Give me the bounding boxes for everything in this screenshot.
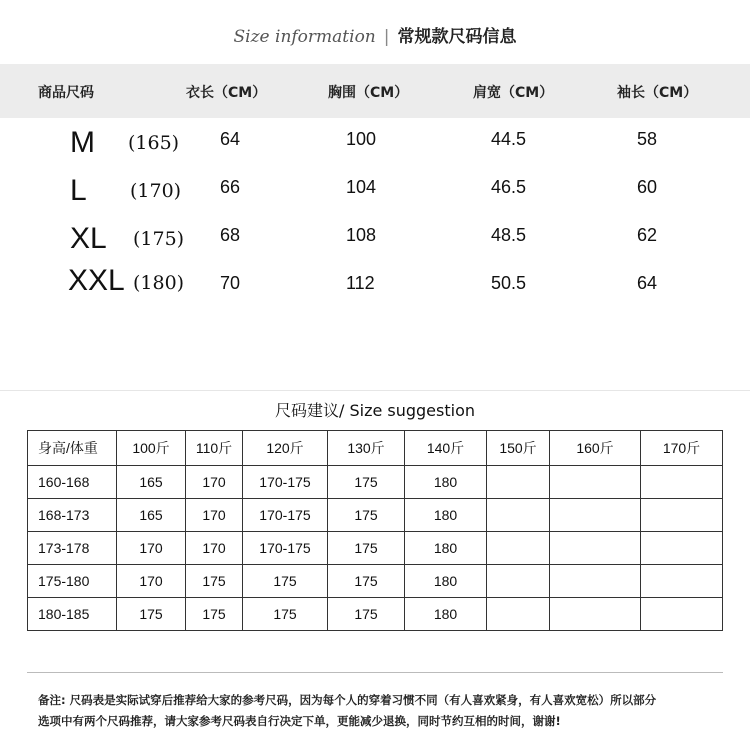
size-code: XXL bbox=[68, 264, 125, 297]
size-code: M bbox=[70, 126, 95, 159]
note-text-2: 选项中有两个尺码推荐，请大家参考尺码表自行决定下单，更能减少退换，同时节约互相的时间，谢谢! bbox=[38, 714, 561, 728]
size-chest: 104 bbox=[346, 177, 377, 197]
table-header-row bbox=[28, 431, 723, 466]
size-sleeve: 62 bbox=[637, 225, 658, 245]
table-cell: 175 bbox=[328, 565, 405, 598]
table-cell: 175 bbox=[243, 598, 328, 631]
note-block bbox=[38, 690, 728, 732]
size-chest: 100 bbox=[346, 129, 377, 149]
size-sleeve: 64 bbox=[637, 273, 658, 293]
table-cell: 180 bbox=[405, 565, 487, 598]
table-cell: 175-180 bbox=[28, 565, 117, 598]
table-cell: 175 bbox=[328, 598, 405, 631]
header-cell: 150斤 bbox=[487, 431, 550, 466]
table-cell: 180 bbox=[405, 532, 487, 565]
table-cell bbox=[487, 466, 550, 499]
table-row bbox=[28, 466, 723, 499]
size-sleeve: 60 bbox=[637, 177, 658, 197]
title-chinese: 常规款尺码信息 bbox=[397, 27, 517, 47]
table-cell: 170 bbox=[117, 565, 186, 598]
table-cell bbox=[641, 532, 723, 565]
note-label: 备注: bbox=[38, 693, 66, 707]
size-height: (165) bbox=[128, 132, 180, 154]
size-length: 64 bbox=[220, 129, 241, 149]
table-cell bbox=[641, 499, 723, 532]
table-cell bbox=[487, 598, 550, 631]
size-length: 66 bbox=[220, 177, 241, 197]
header-chest: 胸围（CM） bbox=[328, 85, 409, 101]
size-code: XL bbox=[70, 222, 107, 255]
table-cell: 170-175 bbox=[243, 532, 328, 565]
size-table-header bbox=[0, 64, 750, 118]
table-cell: 175 bbox=[186, 565, 243, 598]
note-text-1: 尺码表是实际试穿后推荐给大家的参考尺码，因为每个人的穿着习惯不同（有人喜欢紧身，有人喜欢宽松）所以部分 bbox=[69, 693, 657, 707]
header-cell: 140斤 bbox=[405, 431, 487, 466]
size-sleeve: 58 bbox=[637, 129, 658, 149]
size-chest: 108 bbox=[346, 225, 377, 245]
table-cell: 170 bbox=[186, 466, 243, 499]
table-cell bbox=[550, 466, 641, 499]
table-cell: 170-175 bbox=[243, 499, 328, 532]
size-shoulder: 48.5 bbox=[491, 225, 527, 245]
size-suggestion-table bbox=[27, 430, 723, 631]
size-code: L bbox=[70, 174, 87, 207]
header-cell: 身高/体重 bbox=[28, 431, 117, 466]
table-cell: 175 bbox=[243, 565, 328, 598]
header-size: 商品尺码 bbox=[38, 85, 94, 101]
size-height: (170) bbox=[130, 180, 182, 202]
table-cell bbox=[641, 565, 723, 598]
table-cell bbox=[487, 565, 550, 598]
header-cell: 110斤 bbox=[186, 431, 243, 466]
table-cell bbox=[641, 466, 723, 499]
table-cell: 168-173 bbox=[28, 499, 117, 532]
header-cell: 120斤 bbox=[243, 431, 328, 466]
table-cell bbox=[550, 598, 641, 631]
table-cell: 165 bbox=[117, 499, 186, 532]
note-line-1 bbox=[38, 690, 728, 711]
table-row bbox=[28, 532, 723, 565]
title-separator: | bbox=[383, 27, 390, 47]
page-title bbox=[0, 22, 750, 47]
size-shoulder: 44.5 bbox=[491, 129, 527, 149]
header-sleeve: 袖长（CM） bbox=[617, 85, 698, 101]
suggestion-title: 尺码建议/ Size suggestion bbox=[274, 401, 476, 420]
table-cell bbox=[550, 532, 641, 565]
table-cell bbox=[487, 499, 550, 532]
size-shoulder: 50.5 bbox=[491, 273, 527, 293]
section-divider bbox=[0, 390, 750, 391]
table-cell: 170-175 bbox=[243, 466, 328, 499]
header-cell: 160斤 bbox=[550, 431, 641, 466]
table-cell bbox=[487, 532, 550, 565]
table-row bbox=[28, 499, 723, 532]
title-english: Size information bbox=[233, 27, 376, 47]
table-cell: 160-168 bbox=[28, 466, 117, 499]
table-cell: 175 bbox=[328, 532, 405, 565]
table-cell: 175 bbox=[328, 466, 405, 499]
table-cell: 175 bbox=[117, 598, 186, 631]
header-cell: 170斤 bbox=[641, 431, 723, 466]
header-cell: 130斤 bbox=[328, 431, 405, 466]
table-cell: 180 bbox=[405, 598, 487, 631]
size-length: 68 bbox=[220, 225, 241, 245]
table-cell: 180 bbox=[405, 499, 487, 532]
table-cell bbox=[641, 598, 723, 631]
table-cell: 173-178 bbox=[28, 532, 117, 565]
table-cell bbox=[550, 499, 641, 532]
table-cell: 175 bbox=[186, 598, 243, 631]
table-cell: 180 bbox=[405, 466, 487, 499]
size-height: (180) bbox=[133, 272, 185, 294]
size-length: 70 bbox=[220, 273, 241, 293]
table-cell: 170 bbox=[186, 499, 243, 532]
header-cell: 100斤 bbox=[117, 431, 186, 466]
note-line-2 bbox=[38, 711, 728, 732]
header-shoulder: 肩宽（CM） bbox=[473, 85, 554, 101]
table-cell bbox=[550, 565, 641, 598]
size-shoulder: 46.5 bbox=[491, 177, 527, 197]
table-cell: 165 bbox=[117, 466, 186, 499]
table-row bbox=[28, 565, 723, 598]
note-divider bbox=[27, 672, 723, 673]
table-cell: 180-185 bbox=[28, 598, 117, 631]
size-height: (175) bbox=[133, 228, 185, 250]
table-cell: 170 bbox=[117, 532, 186, 565]
header-length: 衣长（CM） bbox=[186, 85, 267, 101]
size-chest: 112 bbox=[346, 273, 375, 293]
table-cell: 170 bbox=[186, 532, 243, 565]
table-row bbox=[28, 598, 723, 631]
table-cell: 175 bbox=[328, 499, 405, 532]
